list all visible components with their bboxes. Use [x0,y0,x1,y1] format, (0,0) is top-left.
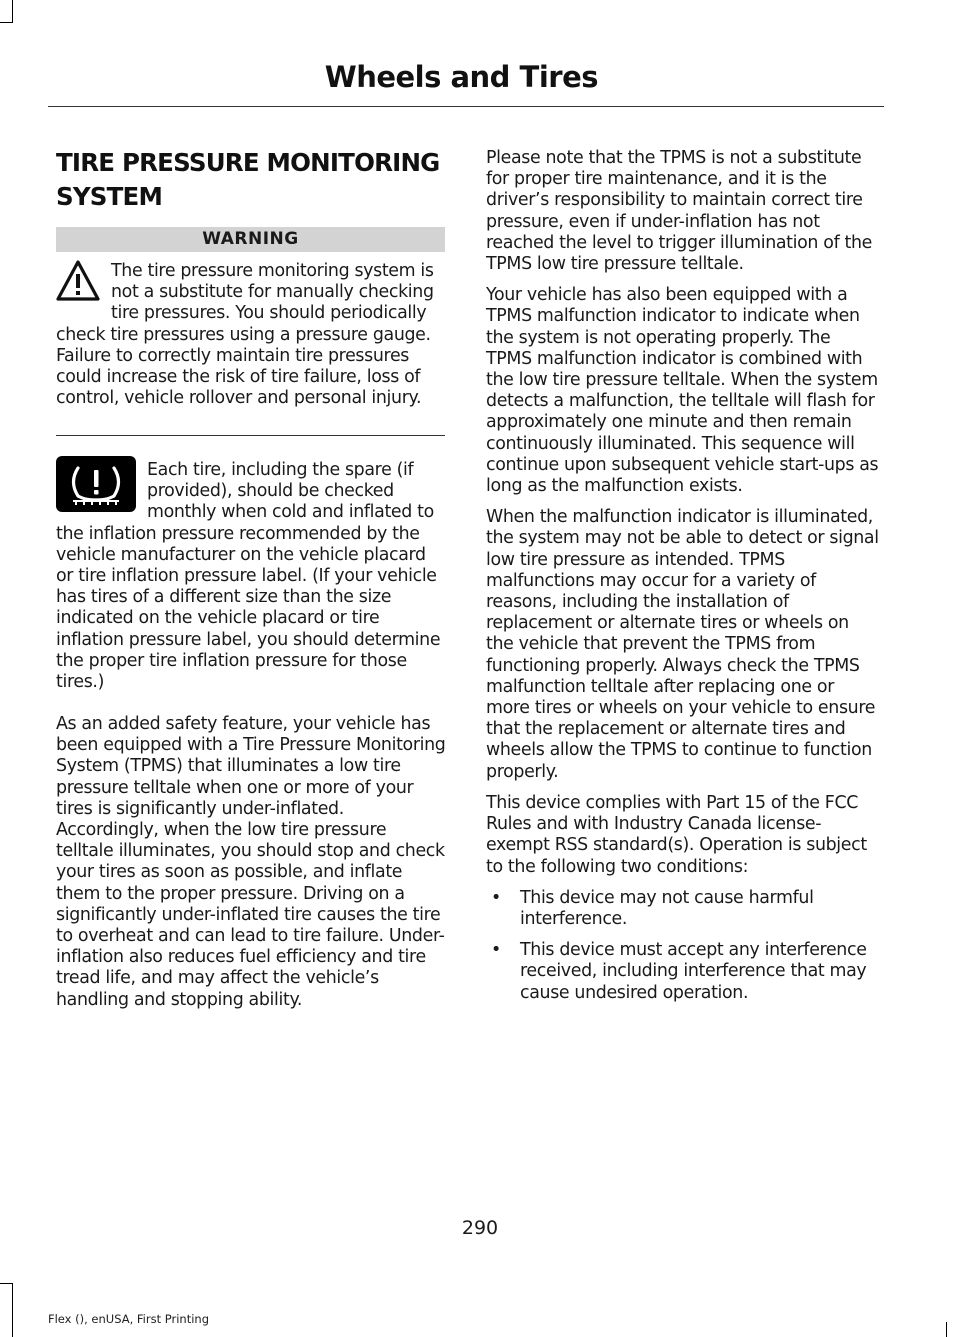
crop-mark-bottom-right-v [946,1322,947,1337]
malfunction-effects-paragraph: When the malfunction indicator is illuminated, the system may not be able to detect or signal low tire pressure as intended. TPMS malfunctions may occur for a variety of reasons, including the installation of replacement or alternate tires or wheels on the vehicle that prevent the TPMS from functioning properly. Always check the TPMS malfunction telltale after replacing one or more tires or wheels on your vehicle to ensure that the replacement or alternate tires and wheels allow the TPMS to continue to function properly. [486,507,879,782]
warning-label: WARNING [56,227,445,252]
list-item-text: This device must accept any interference received, including interference that may cause undesired operation. [520,940,867,1003]
page-number: 290 [461,1217,499,1239]
tpms-feature-paragraph-block [56,714,446,1011]
tpms-check-text-block [56,460,446,693]
section-title: TIRE PRESSURE MONITORING SYSTEM [56,148,440,211]
warning-text: The tire pressure monitoring system is not a substitute for manually checking tire pressures. You should periodically check tire pressures using a pressure gauge. Failure to correctly maintain tire pressures could increase the risk of tire failure, loss of control, vehicle rollover and personal injury. [56,261,434,409]
list-item-text: This device may not cause harmful interference. [520,887,814,929]
right-column [486,148,880,1014]
fcc-compliance-paragraph: This device complies with Part 15 of the FCC Rules and with Industry Canada license-exempt RSS standard(s). Operation is subject to the following two conditions: [486,792,867,877]
tpms-note-paragraph: Please note that the TPMS is not a substitute for proper tire maintenance, and it is the driver’s responsibility to maintain correct tire pressure, even if under-inflation has not reached the level to trigger illumination of the TPMS low tire pressure telltale. [486,148,873,275]
crop-mark-top-left-h [0,22,13,23]
fcc-conditions-list [486,888,880,1004]
tire-check-paragraph: Each tire, including the spare (if provided), should be checked monthly when cold and inflated to the inflation pressure recommended by the vehicle manufacturer on the vehicle placard or tire inflation pressure label. (If your vehicle has tires of a different size than the size indicated on the vehicle placard or tire inflation pressure label, you should determine the proper tire inflation pressure for those tires.) [56,460,441,693]
list-item [486,888,880,930]
crop-mark-bottom-left-h [0,1283,13,1284]
footer-edition: Flex (), enUSA, First Printing [48,1312,209,1326]
warning-text-block [56,261,446,409]
tpms-feature-paragraph: As an added safety feature, your vehicle has been equipped with a Tire Pressure Monitoring System (TPMS) that illuminates a low tire pressure telltale when one or more of your tires is significantly under-inflated. Accordingly, when the low tire pressure telltale illuminates, you should stop and check your tires as soon as possible, and inflate them to the proper pressure. Driving on a significantly under-inflated tire causes the tire to overheat and can lead to tire failure. Under-inflation also reduces fuel efficiency and tire tread life, and may affect the vehicle’s handling and stopping ability. [56,714,446,1010]
bullet-icon: • [491,887,501,908]
malfunction-indicator-paragraph: Your vehicle has also been equipped with a TPMS malfunction indicator to indicate when the system is not operating properly. The TPMS malfunction indicator is combined with the low tire pressure telltale. When the system detects a malfunction, the telltale will flash for approximately one minute and then remain continuously illuminated. This sequence will continue upon subsequent vehicle start-ups as long as the malfunction exists. [486,285,879,497]
crop-mark-top-left-v [12,0,13,22]
list-item [486,940,880,1004]
page-header-title: Wheels and Tires [324,60,598,94]
warning-divider [56,435,445,436]
crop-mark-bottom-left-v [12,1283,13,1337]
bullet-icon: • [491,940,501,961]
header-divider [48,106,884,107]
